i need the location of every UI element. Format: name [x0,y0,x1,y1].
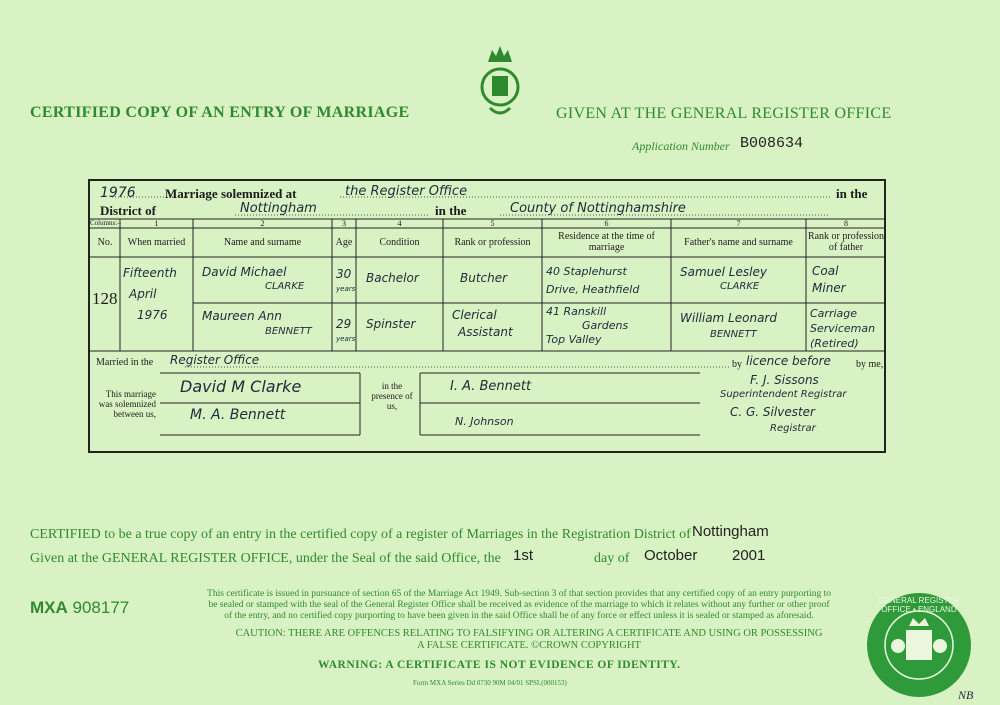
solemnized-between-label: This marriage was solemnized between us, [98,389,156,419]
when-married-month: April [129,287,157,301]
header-condition: Condition [379,237,420,248]
header-when-married: When married [127,237,186,248]
county-value: County of Nottinghamshire [510,201,686,216]
in-the-label: in the [836,186,868,201]
col-number-5: 5 [490,219,495,228]
header-rank: Rank or profession [454,237,531,248]
header-father: Father's name and surname [684,237,793,248]
bride-rank-line2: Assistant [458,325,513,339]
witness-2-signature: N. Johnson [455,415,514,428]
marriage-entry-form [88,179,886,453]
groom-father-name: Samuel Lesley [680,265,767,279]
col-number-7: 7 [736,219,741,228]
district-value: Nottingham [240,201,317,216]
in-the-label-2: in the [435,203,467,218]
col-number-8: 8 [844,219,848,228]
legal-fine-print: This certificate is issued in pursuance of section 65 of the Marriage Act 1949. Sub-section 3 of that section provides that any certified copy of an entry purporting to be sealed or stamped with the seal of the General Register Office shall be received as evidence of the marriage to which it relates without any further or other proof of the entry, and no certified copy purporting to have been given in the said Office shall be of any force or effect unless it is sealed or stamped as aforesaid. [207,589,831,621]
header-no: No. [97,237,113,248]
district-label: District of [100,203,156,218]
bride-father-rank-line3: (Retired) [810,337,859,350]
groom-age-unit: years [336,285,356,293]
certification-day: 1st [513,547,534,564]
bride-residence-line1: 41 Ranskill [546,305,607,318]
groom-surname: CLARKE [265,281,305,292]
year-prefix-label [100,185,136,201]
col-number-2: 2 [260,219,265,228]
groom-age: 30 [336,267,352,281]
bride-surname: BENNETT [265,326,312,337]
witness-1-signature: I. A. Bennett [450,379,532,394]
certification-year: 2001 [732,547,766,564]
col-number-1: 1 [154,219,159,228]
bride-signature: M. A. Bennett [190,407,286,423]
bride-father-name: William Leonard [680,311,777,325]
groom-residence-line1: 40 Staplehurst [546,265,627,278]
solemnized-label: Marriage solemnized at [165,186,297,201]
by-me-label: by me, [856,359,884,370]
married-in-label: Married in the [96,357,154,368]
bride-age-unit: years [336,335,356,343]
groom-father-rank-line1: Coal [812,264,839,278]
caution-notice: CAUTION: THERE ARE OFFENCES RELATING TO FALSIFYING OR ALTERING A CERTIFICATE AND USING OR POSSESSING A FALSE CERTIFICATE. ©CROWN COPYRIGHT [235,628,823,651]
col-number-4: 4 [397,219,402,228]
officer-1-title: Superintendent Registrar [720,389,847,400]
certificate-serial [30,598,129,618]
marriage-year: 1976 [100,185,136,201]
header-father-rank: Rank or profession of father [807,231,885,253]
married-in-value: Register Office [170,353,260,367]
presence-label: in the presence of us, [371,381,413,411]
bride-condition: Spinster [366,317,416,331]
application-number: B008634 [740,135,804,152]
groom-residence [546,263,639,299]
bride-father-rank [810,306,875,351]
certification-line-2: Given at the GENERAL REGISTER OFFICE, under the Seal of the said Office, the [30,551,501,566]
serial-number: 908177 [72,598,130,617]
warning-notice: WARNING: A CERTIFICATE IS NOT EVIDENCE OF IDENTITY. [318,659,681,671]
certification-day-of-label: day of [594,551,630,566]
header-residence: Residence at the time of marriage [558,231,655,253]
when-married [123,263,177,326]
certification-month: October [644,547,698,564]
by-label: by [732,359,742,370]
bride-father-rank-line1: Carriage [810,307,858,320]
bride-age: 29 [336,317,352,331]
bride-residence-line2: Gardens [582,319,629,332]
groom-father-rank [812,263,846,297]
bride-rank-line1: Clerical [452,308,497,322]
groom-father-rank-line2: Miner [812,281,846,295]
solemnized-place: the Register Office [345,184,468,199]
groom-rank: Butcher [460,271,508,285]
header-age: Age [335,237,353,248]
groom-father-surname: CLARKE [720,281,760,292]
groom-signature: David M Clarke [180,377,302,396]
bride-residence [546,305,628,347]
groom-residence-line2: Drive, Heathfield [546,283,640,296]
entry-number: 128 [92,289,118,308]
bride-father-rank-line2: Serviceman [810,322,876,335]
header-name: Name and surname [223,237,302,248]
col-number-6: 6 [604,219,609,228]
officer-2-signature: C. G. Silvester [730,405,815,419]
certification-district: Nottingham [692,523,769,540]
columns-label: Columns:– [90,219,121,227]
officer-2-title: Registrar [770,423,816,434]
col-number-3: 3 [342,219,346,228]
by-value: licence before [746,354,831,368]
certificate-title: CERTIFIED COPY OF AN ENTRY OF MARRIAGE [30,104,410,121]
certification-line-1: CERTIFIED to be a true copy of an entry in the certified copy of a register of Marriages in the Registration District of [30,527,691,542]
serial-prefix: MXA [30,598,68,617]
royal-crest-icon [470,42,530,122]
when-married-day: Fifteenth [123,266,177,280]
groom-name: David Michael [202,265,287,279]
bride-name: Maureen Ann [202,309,282,323]
bride-father-surname: BENNETT [710,329,757,340]
groom-condition: Bachelor [366,271,419,285]
when-married-year: 1976 [137,308,168,322]
officer-1-signature: F. J. Sissons [750,373,819,387]
seal-text: GENERAL REGISTER OFFICE • ENGLAND [878,596,960,614]
application-number-label: Application Number [632,139,730,153]
bride-residence-line3: Top Valley [546,333,602,346]
bride-rank [452,307,513,341]
clerk-initials: NB [958,688,974,702]
form-code: Form MXA Series Dd 0730 90M 04/01 SPSL(000153) [413,679,567,687]
issuing-office-title: GIVEN AT THE GENERAL REGISTER OFFICE [556,105,892,122]
